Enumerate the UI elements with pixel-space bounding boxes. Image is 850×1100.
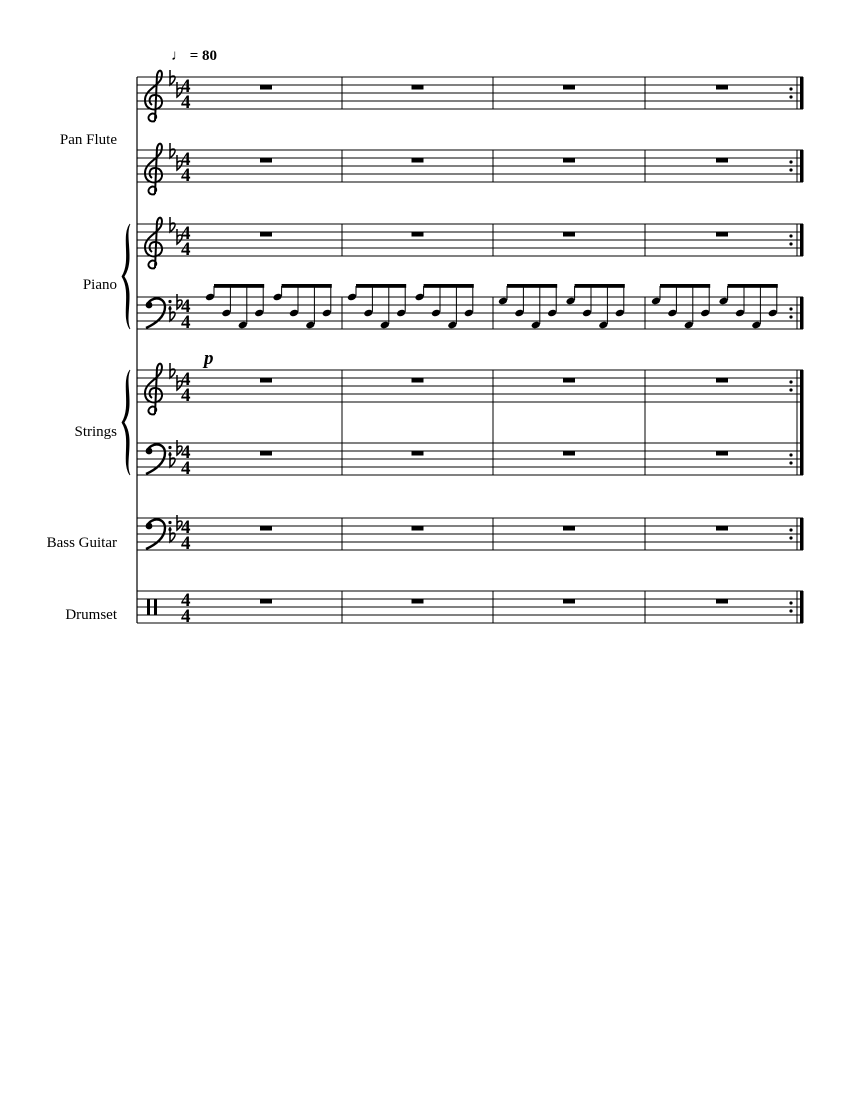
- time-signature-numerator: 4: [181, 369, 191, 390]
- time-signature-denominator: 4: [181, 385, 191, 406]
- repeat-barline-thick: [800, 591, 804, 623]
- whole-rest-icon: [412, 85, 424, 90]
- repeat-dot: [789, 601, 792, 604]
- repeat-barline-thick: [800, 518, 804, 550]
- whole-rest-icon: [563, 599, 575, 604]
- staff-system: [122, 77, 804, 623]
- repeat-barline-thick: [800, 370, 804, 475]
- repeat-dot: [789, 609, 792, 612]
- flat-icon: [170, 363, 175, 378]
- time-signature-numerator: 4: [181, 442, 191, 463]
- repeat-barline-thick: [800, 77, 804, 109]
- bass-clef-dot: [168, 446, 171, 449]
- treble-clef-icon: [145, 218, 162, 269]
- repeat-dot: [789, 168, 792, 171]
- instrument-label: Piano: [82, 277, 117, 293]
- bass-clef-head: [146, 302, 153, 309]
- whole-rest-icon: [716, 85, 728, 90]
- tempo-marking: [171, 48, 217, 64]
- time-signature-denominator: 4: [181, 458, 191, 479]
- repeat-dot: [789, 242, 792, 245]
- instrument-labels: [47, 132, 118, 623]
- whole-rest-icon: [260, 599, 272, 604]
- note-beam: [282, 284, 332, 288]
- repeat-dot: [789, 453, 792, 456]
- time-signature-denominator: 4: [181, 606, 191, 627]
- whole-rest-icon: [412, 451, 424, 456]
- percussion-clef-icon: [154, 599, 157, 615]
- repeat-dot: [789, 160, 792, 163]
- instrument-label: Bass Guitar: [46, 535, 117, 551]
- whole-rest-icon: [412, 378, 424, 383]
- flat-icon: [170, 217, 175, 232]
- whole-rest-icon: [563, 158, 575, 163]
- whole-rest-icon: [563, 526, 575, 531]
- repeat-dot: [789, 95, 792, 98]
- score-marks: [145, 70, 778, 627]
- repeat-dot: [789, 307, 792, 310]
- percussion-clef-icon: [147, 599, 150, 615]
- whole-rest-icon: [716, 232, 728, 237]
- whole-rest-icon: [260, 158, 272, 163]
- repeat-barline-thick: [800, 150, 804, 182]
- instrument-label: Strings: [74, 424, 117, 440]
- bass-clef-dot: [168, 521, 171, 524]
- repeat-dot: [789, 234, 792, 237]
- repeat-barline-thick: [800, 224, 804, 256]
- time-signature-numerator: 4: [181, 76, 191, 97]
- whole-rest-icon: [412, 232, 424, 237]
- repeat-dot: [789, 536, 792, 539]
- repeat-dot: [789, 315, 792, 318]
- whole-rest-icon: [260, 85, 272, 90]
- bass-clef-dot: [168, 300, 171, 303]
- instrument-label: Drumset: [65, 607, 117, 623]
- whole-rest-icon: [412, 599, 424, 604]
- tempo-note-glyph: ♩: [171, 48, 186, 64]
- dynamic-marking: p: [204, 348, 214, 369]
- note-beam: [575, 284, 625, 288]
- time-signature-denominator: 4: [181, 239, 191, 260]
- brace: [122, 224, 130, 329]
- whole-rest-icon: [260, 451, 272, 456]
- flat-icon: [170, 70, 175, 85]
- repeat-dot: [789, 87, 792, 90]
- time-signature-denominator: 4: [181, 165, 191, 186]
- whole-rest-icon: [563, 378, 575, 383]
- note-beam: [424, 284, 474, 288]
- time-signature-numerator: 4: [181, 296, 191, 317]
- whole-rest-icon: [412, 158, 424, 163]
- instrument-label: Pan Flute: [59, 132, 117, 148]
- time-signature-denominator: 4: [181, 92, 191, 113]
- brace: [122, 370, 130, 475]
- whole-rest-icon: [563, 85, 575, 90]
- flat-icon: [170, 143, 175, 158]
- repeat-dot: [789, 461, 792, 464]
- whole-rest-icon: [716, 526, 728, 531]
- whole-rest-icon: [716, 378, 728, 383]
- whole-rest-icon: [716, 158, 728, 163]
- whole-rest-icon: [716, 599, 728, 604]
- time-signature-numerator: 4: [181, 517, 191, 538]
- bass-clef-head: [146, 523, 153, 530]
- repeat-barline-thick: [800, 297, 804, 329]
- repeat-dot: [789, 380, 792, 383]
- whole-rest-icon: [563, 232, 575, 237]
- time-signature-numerator: 4: [181, 590, 191, 611]
- time-signature-numerator: 4: [181, 149, 191, 170]
- treble-clef-icon: [145, 144, 162, 195]
- bass-clef-head: [146, 448, 153, 455]
- note-beam: [507, 284, 557, 288]
- repeat-dot: [789, 388, 792, 391]
- whole-rest-icon: [260, 526, 272, 531]
- treble-clef-icon: [145, 364, 162, 415]
- treble-clef-icon: [145, 71, 162, 122]
- repeat-dot: [789, 528, 792, 531]
- note-beam: [214, 284, 264, 288]
- whole-rest-icon: [260, 232, 272, 237]
- whole-rest-icon: [716, 451, 728, 456]
- note-beam: [356, 284, 406, 288]
- note-beam: [728, 284, 778, 288]
- time-signature-numerator: 4: [181, 223, 191, 244]
- note-beam: [660, 284, 710, 288]
- time-signature-denominator: 4: [181, 533, 191, 554]
- time-signature-denominator: 4: [181, 312, 191, 333]
- tempo-text: = 80: [189, 48, 218, 64]
- whole-rest-icon: [260, 378, 272, 383]
- whole-rest-icon: [412, 526, 424, 531]
- whole-rest-icon: [563, 451, 575, 456]
